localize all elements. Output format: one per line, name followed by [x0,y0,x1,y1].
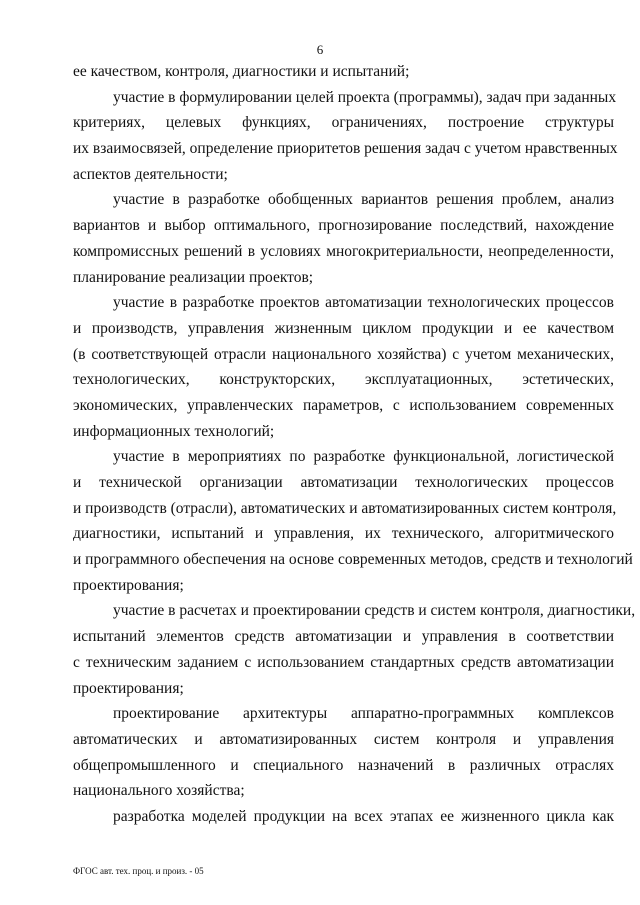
text-line: компромиссных решений в условиях многокритериальности, неопределенности, [73,242,614,260]
text-line: информационных технологий; [73,422,275,440]
text-line: вариантов и выбор оптимального, прогнозирование последствий, нахождение [73,217,614,235]
text-line: проектирования; [73,576,184,594]
text-line: национального хозяйства; [73,782,245,800]
text-line: с техническим заданием с использованием стандартных средств автоматизации [73,653,614,671]
text-line: их взаимосвязей, определение приоритетов решения задач с учетом нравственных [73,140,618,158]
text-line: участие в разработке обобщенных вариантов решения проблем, анализ [113,191,614,209]
page-number: 6 [316,42,324,57]
text-line: автоматических и автоматизированных систем контроля и управления [73,730,614,748]
text-line: и производств (отрасли), автоматических и автоматизированных систем контроля, [73,499,617,517]
text-line: участие в формулировании целей проекта (программы), задач при заданных [113,88,617,106]
text-line: критериях, целевых функциях, ограничениях, построение структуры [73,114,614,132]
text-line: ее качеством, контроля, диагностики и испытаний; [73,63,410,80]
text-line: аспектов деятельности; [73,165,228,183]
footer-text: ФГОС авт. тех. проц. и произ. - 05 [73,866,204,876]
text-line: технологических, конструкторских, эксплуатационных, эстетических, [73,371,614,389]
text-line: экономических, управленческих параметров, с использованием современных [73,396,614,414]
text-line: разработка моделей продукции на всех этапах ее жизненного цикла как [113,807,614,825]
body-text [73,59,636,830]
text-line: участие в разработке проектов автоматизации технологических процессов [113,294,614,312]
text-line: проектирования; [73,679,184,697]
text-line: и программного обеспечения на основе современных методов, средств и технологий [73,551,633,569]
text-line: участие в расчетах и проектировании средств и систем контроля, диагностики, [113,602,636,620]
text-line: общепромышленного и специального назначений в различных отраслях [73,756,614,774]
text-line: и технической организации автоматизации технологических процессов [73,474,614,491]
text-line: проектирование архитектуры аппаратно-программных комплексов [113,705,614,723]
text-line: испытаний элементов средств автоматизации и управления в соответствии [73,628,614,646]
text-line: участие в мероприятиях по разработке функциональной, логистической [113,448,614,466]
text-line: и производств, управления жизненным циклом продукции и ее качеством [73,319,614,337]
text-line: планирование реализации проектов; [73,268,314,286]
text-line: диагностики, испытаний и управления, их технического, алгоритмического [73,525,614,543]
text-line: (в соответствующей отрасли национального хозяйства) с учетом механических, [73,345,614,363]
